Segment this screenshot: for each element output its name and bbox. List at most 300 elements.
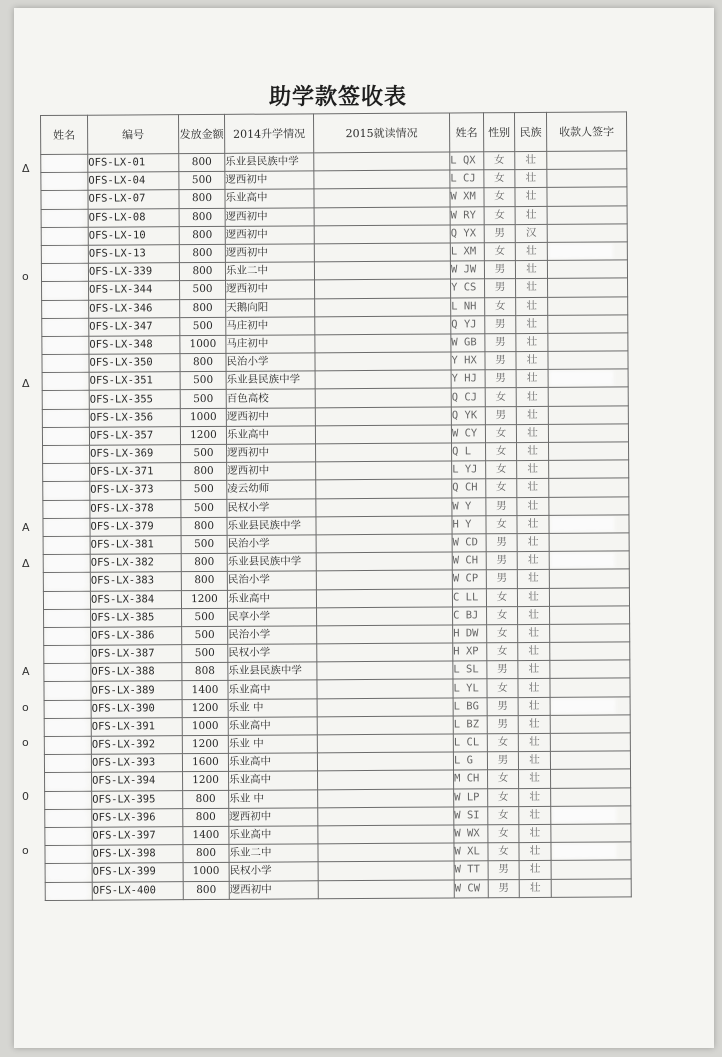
document-title: 助学款签收表 [268,84,407,110]
status-2015-cell [318,807,454,826]
status-2015-cell [317,752,453,771]
ethnicity-cell: 壮 [518,624,550,642]
header-name: 姓名 [41,115,88,154]
header-name-2: 姓名 [449,113,483,152]
initials-cell: W CD [452,534,486,552]
initials-cell: L SL [453,661,487,679]
code-cell: OFS-LX-387 [91,645,182,664]
redacted-name-cell [43,518,90,536]
redaction-blur [47,484,83,497]
gender-cell: 女 [487,624,518,642]
redacted-name-cell [41,209,88,227]
ethnicity-cell: 壮 [519,879,551,897]
school-cell: 乐业高中 [228,717,317,736]
status-2015-cell [316,570,452,589]
code-cell: OFS-LX-339 [88,263,179,282]
signature-cell [549,533,629,552]
redacted-name-cell [43,500,90,518]
school-cell: 乐业二中 [225,262,314,281]
redacted-name-cell [42,300,89,318]
status-2015-cell [316,516,452,535]
status-2015-cell [316,461,452,480]
school-cell: 乐业 中 [228,698,317,717]
redacted-name-cell [43,554,90,572]
code-cell: OFS-LX-350 [89,354,180,373]
ethnicity-cell: 壮 [516,351,548,369]
redaction-blur [47,520,83,533]
signature-cell [549,551,629,570]
signature-cell [548,296,628,315]
signature-cell [551,860,631,879]
gender-cell: 男 [484,224,515,242]
amount-cell: 500 [182,644,228,662]
signature-cell [550,697,630,716]
redacted-name-cell [43,463,90,481]
ethnicity-cell: 壮 [519,861,551,879]
redaction-blur [45,175,81,188]
code-cell: OFS-LX-356 [89,408,180,427]
redacted-name-cell [44,718,91,736]
initials-cell: W WX [454,825,488,843]
code-cell: OFS-LX-346 [89,299,180,318]
code-cell: OFS-LX-395 [92,790,183,809]
amount-cell: 800 [183,790,229,808]
initials-cell: L XM [450,243,484,261]
redacted-name-cell [42,318,89,336]
gender-cell: 女 [487,679,518,697]
margin-mark: o [22,736,29,750]
redacted-name-cell [43,482,90,500]
amount-cell: 800 [181,553,227,571]
school-cell: 民治小学 [227,535,316,554]
redacted-name-cell [42,372,89,390]
header-signature: 收款人签字 [546,112,626,151]
school-cell: 凌云幼师 [227,480,316,499]
signature-cell [549,515,629,534]
school-cell: 乐业高中 [227,589,316,608]
code-cell: OFS-LX-383 [90,572,181,591]
status-2015-cell [315,407,451,426]
gender-cell: 男 [485,315,516,333]
gender-cell: 男 [487,697,518,715]
signature-cell [550,624,630,643]
code-cell: OFS-LX-369 [90,445,181,464]
ethnicity-cell: 壮 [517,497,549,515]
redacted-name-cell [45,864,92,882]
signature-cell [551,769,631,788]
initials-cell: H XP [453,643,487,661]
status-2015-cell [317,643,453,662]
school-cell: 逻西初中 [226,407,315,426]
code-cell: OFS-LX-348 [89,336,180,355]
initials-cell: C LL [452,588,486,606]
ethnicity-cell: 壮 [517,461,549,479]
margin-mark: Δ [22,377,30,391]
signature-cell [549,569,629,588]
redacted-signature [552,373,612,384]
margin-marks [22,0,38,1057]
ethnicity-cell: 壮 [518,606,550,624]
school-cell: 逻西初中 [225,171,314,190]
code-cell: OFS-LX-351 [89,372,180,391]
signature-cell [548,351,628,370]
amount-cell: 1200 [182,735,228,753]
code-cell: OFS-LX-08 [88,208,179,227]
ethnicity-cell: 壮 [519,824,551,842]
signature-cell [548,278,628,297]
amount-cell: 1600 [182,754,228,772]
amount-cell: 800 [183,808,229,826]
status-2015-cell [314,261,450,280]
ethnicity-cell: 壮 [515,188,547,206]
status-2015-cell [317,679,453,698]
code-cell: OFS-LX-379 [90,517,181,536]
redaction-blur [49,830,85,843]
status-2015-cell [314,243,450,262]
redacted-signature [554,700,614,711]
redaction-blur [49,793,85,806]
status-2015-cell [318,879,454,898]
ethnicity-cell: 壮 [517,533,549,551]
initials-cell: L G [453,752,487,770]
signature-cell [547,187,627,206]
amount-cell: 1200 [181,590,227,608]
signature-cell [548,424,628,443]
ethnicity-cell: 壮 [519,806,551,824]
redaction-blur [50,866,86,879]
amount-cell: 800 [181,463,227,481]
redacted-name-cell [44,609,91,627]
signature-cell [551,878,631,897]
code-cell: OFS-LX-01 [88,154,179,173]
redaction-blur [47,393,83,406]
signature-cell [547,260,627,279]
signature-cell [551,842,631,861]
code-cell: OFS-LX-392 [91,736,182,755]
school-cell: 民享小学 [228,608,317,627]
ethnicity-cell: 壮 [519,770,551,788]
ethnicity-cell: 壮 [517,588,549,606]
signature-cell [547,224,627,243]
redaction-blur [45,193,81,206]
gender-cell: 女 [486,479,517,497]
amount-cell: 1200 [183,772,229,790]
margin-mark: Δ [22,162,30,175]
redaction-blur [49,721,85,734]
redaction-blur [45,157,81,170]
header-code: 编号 [88,115,179,155]
school-cell: 乐业高中 [225,189,314,208]
redacted-signature [554,846,614,857]
amount-cell: 500 [182,626,228,644]
gender-cell: 女 [484,243,515,261]
status-2015-cell [315,297,451,316]
signature-cell [549,442,629,461]
redaction-blur [49,702,85,715]
status-2015-cell [315,370,451,389]
gender-cell: 女 [488,770,519,788]
gender-cell: 女 [484,152,515,170]
gender-cell: 男 [488,861,519,879]
status-2015-cell [316,498,452,517]
ethnicity-cell: 壮 [517,442,549,460]
code-cell: OFS-LX-344 [89,281,180,300]
gender-cell: 女 [488,806,519,824]
initials-cell: M CH [454,770,488,788]
school-cell: 乐业县民族中学 [227,517,316,536]
redacted-name-cell [42,354,89,372]
redacted-name-cell [41,263,88,281]
amount-cell: 1000 [182,717,228,735]
code-cell: OFS-LX-393 [91,754,182,773]
amount-cell: 1000 [183,863,229,881]
school-cell: 乐业高中 [228,753,317,772]
signature-cell [549,496,629,515]
redacted-name-cell [41,154,88,172]
initials-cell: Y CS [451,279,485,297]
initials-cell: Y HX [451,352,485,370]
initials-cell: W Y [452,497,486,515]
redaction-blur [46,266,82,279]
code-cell: OFS-LX-391 [91,717,182,736]
gender-cell: 女 [486,515,517,533]
signature-cell [550,751,630,770]
gender-cell: 男 [487,661,518,679]
status-2015-cell [315,425,451,444]
gender-cell: 女 [487,643,518,661]
initials-cell: Q CJ [451,388,485,406]
signature-cell [548,333,628,352]
initials-cell: W TT [454,861,488,879]
redacted-name-cell [45,827,92,845]
code-cell: OFS-LX-381 [90,536,181,555]
header-2014-school: 2014升学情况 [224,114,313,154]
margin-mark: A [22,664,30,678]
redaction-blur [49,848,85,861]
status-2015-cell [318,861,454,880]
school-cell: 民治小学 [228,626,317,645]
code-cell: OFS-LX-13 [88,245,179,264]
gender-cell: 男 [487,752,518,770]
school-cell: 民治小学 [226,353,315,372]
ethnicity-cell: 壮 [517,570,549,588]
ethnicity-cell: 壮 [517,515,549,533]
school-cell: 天鹅向阳 [226,298,315,317]
initials-cell: Y HJ [451,370,485,388]
initials-cell: W XL [454,843,488,861]
school-cell: 逻西初中 [225,244,314,263]
status-2015-cell [315,388,451,407]
status-2015-cell [318,825,454,844]
school-cell: 乐业县民族中学 [227,553,316,572]
initials-cell: H Y [452,516,486,534]
redaction-blur [49,739,85,752]
margin-mark: 0 [22,790,29,804]
gender-cell: 女 [484,206,515,224]
redacted-name-cell [44,627,91,645]
school-cell: 乐业县民族中学 [226,371,315,390]
gender-cell: 女 [487,734,518,752]
signature-cell [548,387,628,406]
status-2015-cell [317,625,453,644]
redacted-name-cell [45,773,92,791]
redaction-blur [48,648,84,661]
signature-cell [548,406,628,425]
redacted-name-cell [42,409,89,427]
gender-cell: 女 [484,188,515,206]
code-cell: OFS-LX-396 [92,808,183,827]
margin-mark: o [22,844,29,858]
initials-cell: L YL [453,679,487,697]
redacted-name-cell [45,791,92,809]
amount-cell: 1400 [183,826,229,844]
redacted-name-cell [44,682,91,700]
status-2015-cell [317,661,453,680]
initials-cell: L CL [453,734,487,752]
signature-cell [547,151,627,170]
school-cell: 民权小学 [229,862,318,881]
redaction-blur [49,775,85,788]
redaction-blur [47,430,83,443]
header-gender: 性别 [483,113,514,152]
status-2015-cell [316,588,452,607]
gender-cell: 女 [485,424,516,442]
gender-cell: 女 [487,606,518,624]
status-2015-cell [315,316,451,335]
school-cell: 逻西初中 [226,280,315,299]
redaction-blur [50,884,86,897]
amount-cell: 500 [180,281,226,299]
redacted-name-cell [44,700,91,718]
status-2015-cell [318,789,454,808]
status-2015-cell [317,716,453,735]
redacted-name-cell [41,245,88,263]
gender-cell: 男 [485,406,516,424]
school-cell: 百色高校 [226,389,315,408]
gender-cell: 男 [486,497,517,515]
status-2015-cell [315,352,451,371]
redacted-name-cell [43,573,90,591]
signature-cell [549,587,629,606]
redacted-signature [552,518,612,529]
margin-mark: A [22,521,30,534]
ethnicity-cell: 壮 [515,242,547,260]
signature-cell [549,478,629,497]
signature-cell [550,606,630,625]
signature-cell [551,806,631,825]
status-2015-cell [315,334,451,353]
gender-cell: 男 [488,879,519,897]
amount-cell: 800 [179,262,225,280]
code-cell: OFS-LX-397 [92,827,183,846]
ethnicity-cell: 壮 [515,206,547,224]
redaction-blur [47,375,83,388]
amount-cell: 1400 [182,681,228,699]
status-2015-cell [317,698,453,717]
school-cell: 乐业高中 [229,826,318,845]
status-2015-cell [317,607,453,626]
signature-cell [548,315,628,334]
status-2015-cell [314,170,450,189]
code-cell: OFS-LX-390 [91,699,182,718]
gender-cell: 女 [486,588,517,606]
ethnicity-cell: 壮 [515,151,547,169]
redacted-name-cell [45,882,92,900]
ethnicity-cell: 汉 [515,224,547,242]
gender-cell: 女 [486,461,517,479]
amount-cell: 800 [183,881,229,899]
gender-cell: 男 [486,570,517,588]
code-cell: OFS-LX-373 [90,481,181,500]
ethnicity-cell: 壮 [516,333,548,351]
ethnicity-cell: 壮 [516,297,548,315]
signature-cell [547,205,627,224]
school-cell: 民权小学 [228,644,317,663]
code-cell: OFS-LX-10 [88,226,179,245]
redaction-blur [47,466,83,479]
code-cell: OFS-LX-357 [89,426,180,445]
amount-cell: 800 [179,190,225,208]
school-cell: 乐业 中 [228,735,317,754]
signature-cell [550,642,630,661]
school-cell: 乐业县民族中学 [225,153,314,172]
initials-cell: L BG [453,697,487,715]
code-cell: OFS-LX-400 [92,881,183,900]
redacted-signature [554,809,614,820]
initials-cell: Q YX [450,225,484,243]
gender-cell: 男 [487,715,518,733]
initials-cell: W CH [452,552,486,570]
school-cell: 民权小学 [227,498,316,517]
redaction-blur [48,557,84,570]
gender-cell: 女 [486,443,517,461]
signature-cell [550,733,630,752]
amount-cell: 500 [181,535,227,553]
ethnicity-cell: 壮 [519,788,551,806]
code-cell: OFS-LX-07 [88,190,179,209]
amount-cell: 1200 [180,426,226,444]
code-cell: OFS-LX-398 [92,845,183,864]
school-cell: 马庄初中 [226,335,315,354]
school-cell: 乐业高中 [228,680,317,699]
ethnicity-cell: 壮 [518,697,550,715]
initials-cell: W CP [452,570,486,588]
gender-cell: 女 [488,788,519,806]
redacted-name-cell [43,445,90,463]
redaction-blur [48,575,84,588]
code-cell: OFS-LX-389 [91,681,182,700]
initials-cell: C BJ [453,606,487,624]
amount-cell: 500 [181,481,227,499]
redacted-name-cell [41,227,88,245]
code-cell: OFS-LX-399 [92,863,183,882]
school-cell: 乐业 中 [229,789,318,808]
header-amount: 发放金额 [179,114,225,153]
ethnicity-cell: 壮 [516,406,548,424]
school-cell: 逻西初中 [229,880,318,899]
redaction-blur [47,448,83,461]
initials-cell: Q YJ [451,315,485,333]
code-cell: OFS-LX-385 [91,608,182,627]
amount-cell: 500 [180,317,226,335]
initials-cell: W GB [451,334,485,352]
code-cell: OFS-LX-394 [92,772,183,791]
redacted-name-cell [44,663,91,681]
redaction-blur [48,666,84,679]
code-cell: OFS-LX-04 [88,172,179,191]
signature-cell [550,678,630,697]
ethnicity-cell: 壮 [516,315,548,333]
